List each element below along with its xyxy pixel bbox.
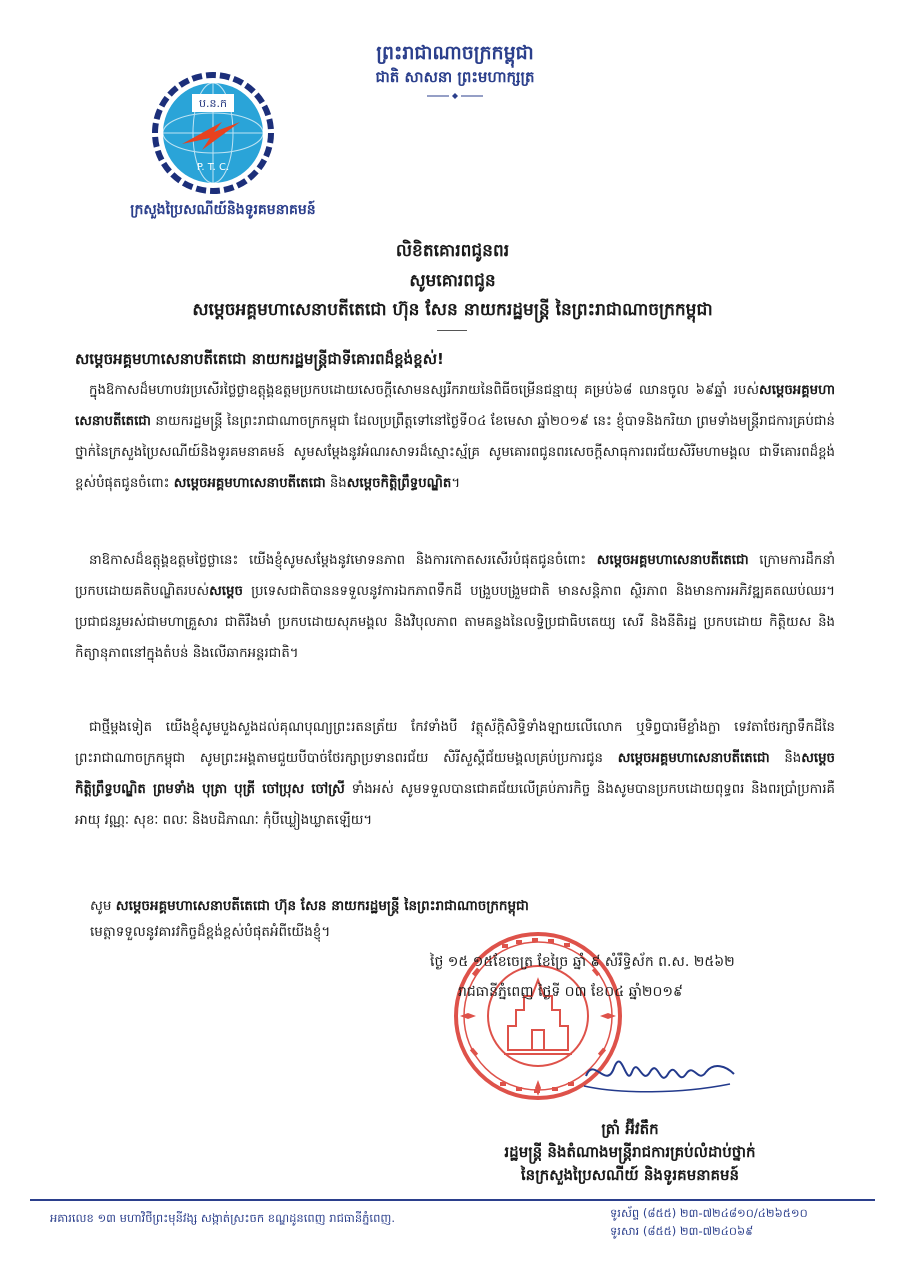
- logo-bottom-text: P. T. C.: [196, 162, 230, 173]
- letter-title: លិខិតគោរពជូនពរ: [395, 241, 510, 261]
- paragraph-1-bold: សម្តេចកិត្តិព្រឹទ្ធបណ្ឌិត: [346, 476, 452, 491]
- closing-text: សូម: [90, 898, 116, 914]
- paragraph-1-text: នាយករដ្ឋមន្ត្រី នៃព្រះរាជាណាចក្រកម្ពុជា ដែលប្រព្រឹត្តទៅនៅថ្ងៃទី០៤ ខែមេសា ឆ្នាំ២០១៩ នេះ ខ្ញុំបាទនិងករិយា ព្រមទាំងមន្ត្រីរាជការគ្រប់ជាន់ថ្នាក់នៃក្រសួងប្រៃសណីយ៍និងទូរគមនាគមន៍ សូមសម្តែងនូវអំណរសាទរដ៏ស្មោះស្ម័គ្រ សូមគោរពជូនពរសេចក្តីសាធុការពរជ័យសិរីមហាមង្គល ជាទីគោរពដ៏ខ្ពង់ខ្ពស់បំផុតជូនចំពោះ: [75, 414, 835, 491]
- paragraph-1-bold: សម្តេចអគ្គមហាសេនាបតីតេជោ: [75, 383, 835, 429]
- closing-line-1: [90, 893, 830, 919]
- letter-subtitle: សូមគោរពជូន: [409, 271, 496, 291]
- ministry-logo: [152, 72, 274, 194]
- lunar-date: ថ្ងៃ ១៥ ១៥ខែចេត្រ ខែច្រៃ ឆ្នាំ ៩ សំរឹទ្ធិស័ក ព.ស. ២៥៦២: [430, 954, 735, 970]
- paragraph-1-bold: សម្តេចអគ្គមហាសេនាបតីតេជោ: [173, 476, 326, 491]
- solar-date: រាជធានីភ្នំពេញ ថ្ងៃទី ០៣ ខែ០៤ ឆ្នាំ២០១៩: [458, 984, 683, 1000]
- national-motto: ជាតិ សាសនា ព្រះមហាក្សត្រ: [375, 68, 535, 86]
- paragraph-2-text: នាឱកាសដ៏ឧត្តុង្គឧត្តមថ្លៃថ្លានេះ យើងខ្ញុំសូមសម្តែងនូវមោទនភាព និងការកោតសរសើរបំផុតជូនចំពោះ: [89, 553, 597, 568]
- kingdom-header: [330, 40, 580, 100]
- paragraph-1-text: និង: [325, 476, 347, 491]
- paragraph-2-bold: សម្តេចអគ្គមហាសេនាបតីតេជោ: [596, 553, 749, 568]
- kingdom-title: ព្រះរាជាណាចក្រកម្ពុជា: [376, 42, 534, 64]
- paragraph-3-bold: សម្តេចកិត្តិព្រឹទ្ធបណ្ឌិត ព្រមទាំង បុត្រា បុត្រី ចៅប្រុស ចៅស្រី: [75, 751, 835, 797]
- closing-line-2: មេត្តាទទួលនូវគារវកិច្ចដ៏ខ្ពង់ខ្ពស់បំផុតអំពីយើងខ្ញុំ។: [90, 924, 331, 940]
- paragraph-3-text: និង: [769, 751, 802, 766]
- divider-ornament-icon: [425, 92, 485, 100]
- paragraph-2-text: ក្រោមការដឹកនាំប្រកបដោយគតិបណ្ឌិតរបស់: [75, 553, 836, 599]
- paragraph-2: [75, 545, 835, 669]
- signer-name: ត្រាំ អ៊ីវតឹក: [601, 1120, 659, 1138]
- paragraph-1: [75, 375, 835, 499]
- title-divider: [437, 330, 467, 331]
- footer-telephone: ទូរស័ព្ទ (៨៥៥) ២៣-៧២៤៨១០/៤២៦៥១០: [610, 1206, 808, 1220]
- salutation: សម្តេចអគ្គមហាសេនាបតីតេជោ នាយករដ្ឋមន្ត្រីជាទីគោរពដ៏ខ្ពង់ខ្ពស់!: [75, 350, 444, 368]
- footer-divider: [30, 1199, 875, 1201]
- paragraph-3: [75, 712, 835, 836]
- letter-recipient: សម្តេចអគ្គមហាសេនាបតីតេជោ ហ៊ុន សែន នាយករដ្ឋមន្ត្រី នៃព្រះរាជាណាចក្រកម្ពុជា: [192, 300, 713, 320]
- signer-ministry: នៃក្រសួងប្រៃសណីយ៍ និងទូរគមនាគមន៍: [520, 1166, 740, 1184]
- footer-fax: ទូរសារ (៨៥៥) ២៣-៧២៤០៦៩: [610, 1224, 754, 1238]
- signer-title: រដ្ឋមន្ត្រី និងតំណាងមន្ត្រីរាជការគ្រប់លំដាប់ថ្នាក់: [504, 1143, 756, 1161]
- paragraph-1-text: ។: [451, 476, 461, 491]
- ministry-name: ក្រសួងប្រៃសណីយ៍និងទូរគមនាគមន៍: [130, 202, 316, 218]
- logo-top-text: ប.ន.ក: [199, 97, 227, 110]
- footer-address: អគារលេខ ១៣ មហាវិថីព្រះមុនីវង្ស សង្កាត់ស្រះចក ខណ្ឌដូនពេញ រាជធានីភ្នំពេញ.: [50, 1211, 395, 1225]
- footer-contacts: [610, 1204, 808, 1240]
- paragraph-3-text: ទាំងអស់ សូមទទួលបានជោគជ័យលើគ្រប់ភារកិច្ច និងសូមបានប្រកបដោយពុទ្ធពរ និងពរប្រាំប្រការគឺ អាយុ វណ្ណៈ សុខៈ ពលៈ និងបដិភាណៈ កុំបីឃ្លៀងឃ្លាតឡើយ។: [75, 782, 835, 828]
- paragraph-3-bold: សម្តេចអគ្គមហាសេនាបតីតេជោ: [617, 751, 770, 766]
- paragraph-3-text: ជាថ្មីម្តងទៀត យើងខ្ញុំសូមបួងសួងដល់គុណបុណ្យព្រះរតនត្រ័យ កែវទាំងបី វត្ថុស័ក្តិសិទ្ធិទាំងឡាយលើលោក ឬទិព្វបារមីខ្លាំងក្លា ទេវតាថែរក្សាទឹកដីនៃព្រះរាជាណាចក្រកម្ពុជា សូមព្រះអង្គតាមជួយបីបាច់ថែរក្សាប្រទានពរជ័យ សិរីសួស្តីជ័យមង្គលគ្រប់ប្រការជូន: [75, 720, 835, 766]
- paragraph-2-bold: សម្តេច: [209, 584, 243, 599]
- closing-bold: សម្តេចអគ្គមហាសេនាបតីតេជោ ហ៊ុន សែន នាយករដ្ឋមន្ត្រី នៃព្រះរាជាណាចក្រកម្ពុជា: [115, 898, 529, 914]
- paragraph-2-text: ប្រទេសជាតិបាននទទួលនូវការឯកភាពទឹកដី បង្រួបបង្រួមជាតិ មានសន្តិភាព ស្ថិរភាព និងមានការអភិវឌ្ឍគតឈប់ឈរ។ ប្រជាជនរួមរស់ជាមហាគ្រួសារ ជាតិរឹងមាំ ប្រកបដោយសុភមង្គល និងវិបុលភាព តាមគន្លងនៃលទ្ធិប្រជាធិបតេយ្យ សេរី និងនីតិរដ្ឋ ប្រកបដោយ កិត្តិយស និងកិត្យានុភាពនៅក្នុងតំបន់ និងលើឆាកអន្តរជាតិ។: [75, 584, 835, 661]
- signature-icon: [580, 1050, 740, 1100]
- paragraph-1-text: ក្នុងឱកាសដ៏មហាបវរប្រសើរថ្លៃថ្លាឧត្តុង្គឧត្តមប្រកបដោយសេចក្តីសោមនស្សរីករាយនៃពិធីចម្រើនជន្មាយុ គម្រប់៦៨ ឈានចូល ៦៩ឆ្នាំ របស់: [89, 383, 760, 398]
